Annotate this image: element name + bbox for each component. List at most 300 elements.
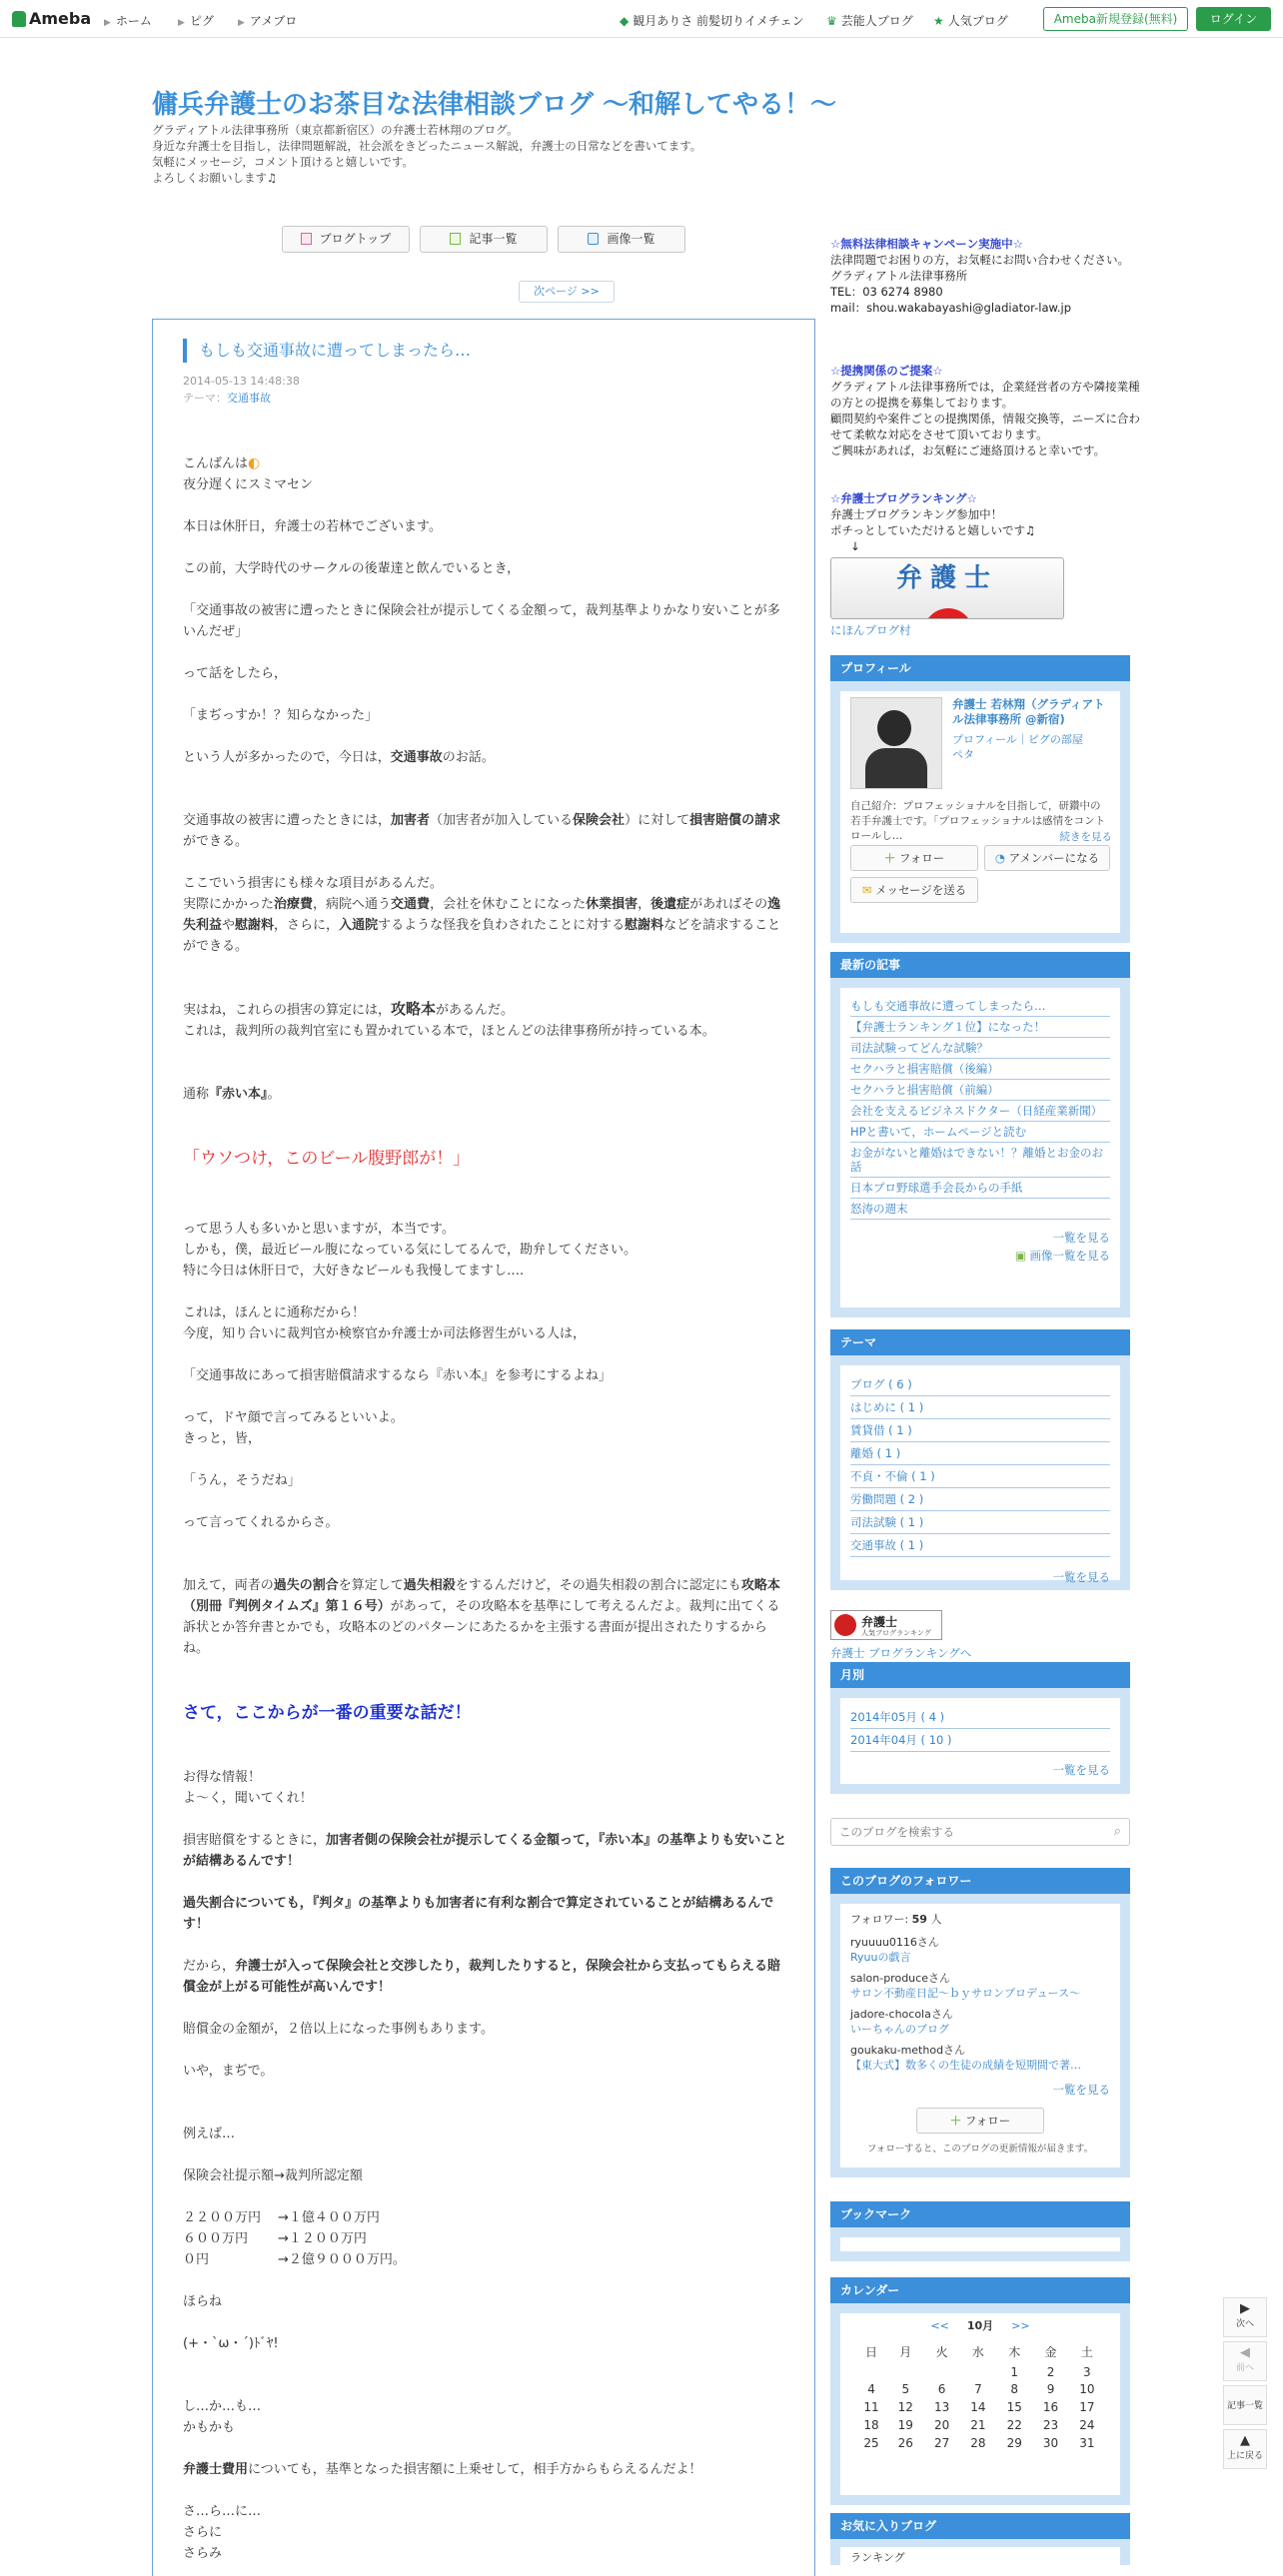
weekday: 水 xyxy=(971,2345,984,2359)
notice-line: ご興味があれば，お気軽にご連絡頂けると幸いです。 xyxy=(830,443,1106,457)
calendar-day: 18 xyxy=(863,2418,879,2432)
ameba-logo[interactable] xyxy=(12,9,91,28)
text: などを請求することができる。 xyxy=(183,918,781,954)
notice-line: ポチっとしていただけると嬉しいです♫ xyxy=(830,523,1036,537)
calendar-nav xyxy=(840,2317,1120,2333)
nav-home[interactable] xyxy=(104,12,152,29)
theme-label: テーマ： xyxy=(183,392,227,405)
article-title[interactable]: もしも交通事故に遭ってしまったら… xyxy=(183,339,471,363)
logo-text: Ameba xyxy=(29,9,92,28)
month-link[interactable]: 2014年05月 ( 4 ) xyxy=(850,1706,1110,1729)
plus-icon: ＋ xyxy=(949,2114,962,2128)
widget-heading: お気に入りブログ xyxy=(830,2513,1130,2539)
text: って言ってくれるからさ。 xyxy=(183,1515,339,1530)
down-arrow-text: ↓ xyxy=(850,539,860,553)
desc-line: グラディアトル法律事務所（東京都新宿区）の弁護士若林翔のブログ。 xyxy=(152,123,519,137)
login-button[interactable]: ログイン xyxy=(1196,7,1271,31)
text: これは，ほんとに通称だから！ xyxy=(183,1305,366,1320)
button-label: メッセージを送る xyxy=(874,883,967,897)
notice-line: 顧問契約や案件ごとの提携関係，情報交換等，ニーズに合わせて柔軟な対応をさせて頂いております。 xyxy=(830,412,1140,441)
month-link[interactable]: 2014年04月 ( 10 ) xyxy=(850,1729,1110,1752)
text: いや，まぢで。 xyxy=(183,2064,274,2079)
partnership-notice xyxy=(830,363,1140,458)
link-label: 人気ブログ xyxy=(947,14,1008,28)
follow-button[interactable] xyxy=(850,845,978,871)
theme-link[interactable]: 不貞・不倫 ( 1 ) xyxy=(850,1465,1110,1488)
bold-text: 保険会社 xyxy=(573,813,626,828)
theme-link[interactable]: 労働問題 ( 2 ) xyxy=(850,1488,1110,1511)
calendar-day: 31 xyxy=(1079,2436,1095,2450)
calendar-day: 5 xyxy=(901,2382,910,2396)
profile-photo[interactable] xyxy=(850,697,942,789)
nav-ameblo[interactable] xyxy=(238,12,297,29)
widget-heading: 月別 xyxy=(830,1662,1130,1688)
button-label: 次へ xyxy=(1235,2319,1254,2329)
text: よ～く，聞いてくれ！ xyxy=(183,1791,313,1806)
back-to-top-button[interactable] xyxy=(1223,2429,1267,2469)
text: この前，大学時代のサークルの後輩達と飲んでいるとき， xyxy=(183,561,521,576)
red-circle-shape xyxy=(923,608,973,619)
notice-line: mail：shou.wakabayashi@gladiator-law.jp xyxy=(830,301,1072,315)
tab-image-list[interactable] xyxy=(558,226,685,253)
text: や xyxy=(222,918,236,933)
text: 「交通事故にあって損害賠償請求するなら『赤い本』を参考にするよね」 xyxy=(183,1368,612,1383)
button-label: フォロー xyxy=(898,851,945,865)
theme-link[interactable]: 離婚 ( 1 ) xyxy=(850,1442,1110,1465)
triangle-icon: ▶ xyxy=(238,18,245,28)
weekday: 金 xyxy=(1044,2345,1057,2359)
floating-article-nav xyxy=(1223,2297,1267,2473)
celebrity-blog-link[interactable] xyxy=(826,12,913,29)
text: 保険会社提示額→裁判所認定額 xyxy=(183,2168,363,2183)
theme-link[interactable]: はじめに ( 1 ) xyxy=(850,1396,1110,1419)
theme-link[interactable]: ブログ ( 6 ) xyxy=(850,1373,1110,1396)
offer-amount: ２２００万円 xyxy=(183,2210,262,2225)
calendar-day xyxy=(960,2364,996,2380)
calendar-body xyxy=(840,2313,1120,2495)
next-month-button[interactable]: >> xyxy=(1011,2319,1030,2332)
followers-more-link[interactable]: 一覧を見る xyxy=(1052,2083,1110,2097)
profile-intro: 自己紹介：プロフェッショナルを目指して，研鑽中の若手弁護士です。「プロフェッショナルは感情をコントロールし… xyxy=(850,800,1106,842)
calendar-widget xyxy=(830,2277,1130,2505)
text: って思う人も多いかと思いますが，本当です。 xyxy=(183,1222,455,1237)
offer-amount: ０円 xyxy=(183,2252,210,2267)
text: 本日は休肝日，弁護士の若林でございます。 xyxy=(183,519,442,534)
text: って，ドヤ顔で言ってみるといいよ。 xyxy=(183,1410,404,1425)
article xyxy=(152,319,815,2576)
follower-name[interactable]: salon-produceさん xyxy=(850,1972,950,1985)
plus-icon: ＋ xyxy=(883,851,896,865)
image-list-link[interactable] xyxy=(840,1246,1120,1264)
text: 加えて，両者の xyxy=(183,1578,274,1593)
bold-text: 攻略本 xyxy=(391,1000,437,1018)
calendar-day xyxy=(923,2364,959,2380)
bold-text: 後遺症 xyxy=(650,897,690,912)
up-arrow-icon: ▲ xyxy=(1240,2433,1250,2448)
recent-article-link[interactable]: 【弁護士ランキング１位】になった！ xyxy=(850,1017,1110,1038)
calendar-day: 30 xyxy=(1042,2436,1059,2450)
profile-body xyxy=(840,691,1120,933)
monthly-list xyxy=(840,1706,1120,1752)
text: 通称 xyxy=(183,1087,210,1102)
weekday: 木 xyxy=(1008,2345,1021,2359)
free-consultation-notice xyxy=(830,236,1140,316)
text: ほらね xyxy=(183,2294,223,2309)
recent-article-link[interactable]: セクハラと損害賠償（後編） xyxy=(850,1059,1110,1080)
weekday: 土 xyxy=(1080,2345,1093,2359)
tab-label: ブログトップ xyxy=(319,232,392,246)
recent-more-link[interactable]: 一覧を見る xyxy=(1052,1231,1110,1245)
triangle-icon: ▶ xyxy=(104,18,111,28)
badge-title: 弁護士 xyxy=(861,1615,898,1629)
widget-heading: このブログのフォロワー xyxy=(830,1868,1130,1894)
court-amount: →１億４００万円 xyxy=(278,2210,380,2225)
calendar-day: 6 xyxy=(937,2382,946,2396)
bookmark-widget xyxy=(830,2201,1130,2261)
follow-button[interactable] xyxy=(916,2108,1044,2134)
calendar-weekdays xyxy=(855,2339,1105,2364)
bold-text: 休業損害 xyxy=(586,897,639,912)
court-amount: →２億９０００万円。 xyxy=(278,2252,406,2267)
text: という人が多かったので，今日は， xyxy=(183,750,391,765)
documents-icon xyxy=(450,233,461,245)
text: かもかも xyxy=(183,2420,236,2435)
calendar-day: 8 xyxy=(1010,2382,1019,2396)
global-header xyxy=(0,0,1283,38)
widget-heading: プロフィール xyxy=(830,655,1130,681)
count-label: フォロワー: xyxy=(850,1913,909,1926)
page-icon xyxy=(301,233,312,245)
article-body xyxy=(183,453,787,2564)
favorite-blogs-body xyxy=(840,2547,1120,2565)
notice-line: 弁護士ブログランキング参加中！ xyxy=(830,507,1003,521)
recent-articles-widget xyxy=(830,952,1130,1317)
ranking-banner[interactable] xyxy=(830,557,1064,619)
follower-blog-link[interactable]: 【東大式】数多くの生徒の成績を短期間で著… xyxy=(850,2059,1081,2072)
notice-heading: ☆無料法律相談キャンペーン実施中☆ xyxy=(830,237,1023,251)
bold-text: 『赤い本』 xyxy=(209,1087,268,1102)
recent-articles-body xyxy=(840,988,1120,1307)
monthly-more-link[interactable]: 一覧を見る xyxy=(1052,1763,1110,1777)
send-message-button[interactable] xyxy=(850,877,978,903)
moon-emoji-icon: ◐ xyxy=(248,455,261,471)
text: さらに xyxy=(183,2525,223,2540)
tab-blog-top[interactable] xyxy=(282,226,410,253)
recent-article-link[interactable]: 司法試験ってどんな試験？ xyxy=(850,1038,1110,1059)
calendar-week xyxy=(855,2434,1105,2452)
text: 賠償金の金額が，２倍以上になった事例もあります。 xyxy=(183,2022,494,2037)
bold-text: 損害賠償の請求 xyxy=(689,813,781,828)
profile-links[interactable]: プロフィール｜ピグの部屋 xyxy=(952,733,1083,746)
button-label: アメンバーになる xyxy=(1008,851,1100,865)
text: だから， xyxy=(183,1959,236,1974)
text: お得な情報！ xyxy=(183,1770,262,1785)
recent-article-link[interactable]: お金がないと離婚はできない！？離婚とお金のお話 xyxy=(850,1143,1110,1178)
tab-label: 画像一覧 xyxy=(607,232,655,246)
article-date: 2014-05-13 14:48:38 xyxy=(183,375,300,388)
person-body-shape xyxy=(865,748,927,788)
notice-line: グラディアトル法律事務所 xyxy=(830,269,968,283)
calendar-day: 4 xyxy=(867,2382,875,2396)
notice-line: 法律問題でお困りの方，お気軽にお問い合わせください。 xyxy=(830,253,1129,267)
triangle-icon: ▶ xyxy=(178,18,185,28)
blog-search-box[interactable] xyxy=(830,1818,1130,1846)
calendar-day: 20 xyxy=(933,2418,950,2432)
badge-logo-shape xyxy=(834,1614,856,1636)
text: 夜分遅くにスミマセン xyxy=(183,477,314,492)
link-label: 芸能人ブログ xyxy=(840,14,913,28)
calendar-day xyxy=(887,2364,923,2380)
followers-body xyxy=(840,1904,1120,2167)
peta-link[interactable]: ペタ xyxy=(952,748,974,761)
themes-body xyxy=(840,1365,1120,1584)
link-label: 観月ありさ 前髪切りイメチェン xyxy=(633,14,804,28)
text: こんばんは xyxy=(183,456,249,471)
theme-link[interactable]: 司法試験 ( 1 ) xyxy=(850,1511,1110,1534)
themes-more-link[interactable]: 一覧を見る xyxy=(1052,1570,1110,1584)
text: 実はね，これらの損害の算定には， xyxy=(183,1003,392,1018)
notice-line: TEL：03 6274 8980 xyxy=(830,285,943,299)
article-theme xyxy=(183,390,271,406)
calendar-day: 3 xyxy=(1083,2365,1091,2379)
profile-name[interactable]: 弁護士 若林翔（グラディアトル法律事務所 @新宿) xyxy=(952,697,1105,726)
text: をするんだけど，その過失相殺の割合に認定にも xyxy=(455,1578,741,1593)
follower-blog-link[interactable]: Ryuuの戯言 xyxy=(850,1951,911,1964)
theme-link[interactable]: 賃貸借 ( 1 ) xyxy=(850,1419,1110,1442)
theme-link[interactable]: 交通事故 xyxy=(227,392,271,405)
diamond-icon: ◆ xyxy=(620,14,630,28)
recent-article-link[interactable]: 怒涛の週末 xyxy=(850,1199,1110,1220)
text: についても，基準となった損害額に上乗せして，相手方からもらえるんだよ！ xyxy=(248,2462,702,2477)
calendar-day: 17 xyxy=(1079,2400,1095,2414)
calendar-day: 15 xyxy=(1006,2400,1022,2414)
calendar-day: 19 xyxy=(897,2418,913,2432)
text: 今度，知り合いに裁判官か検察官か弁護士か司法修習生がいる人は， xyxy=(183,1326,587,1341)
text: し…か…も… xyxy=(183,2399,262,2414)
bold-text: 弁護士費用 xyxy=(183,2462,249,2477)
text: 損害賠償をするときに， xyxy=(183,1833,327,1848)
button-label: 上に戻る xyxy=(1226,2451,1263,2461)
star-icon: ★ xyxy=(933,14,944,28)
bold-text: 攻略本 xyxy=(740,1578,780,1593)
desc-line: よろしくお願いします♫ xyxy=(152,171,278,185)
calendar-week xyxy=(855,2398,1105,2416)
calendar-day: 23 xyxy=(1042,2418,1059,2432)
popular-blog-link[interactable] xyxy=(933,12,1008,29)
read-more-link[interactable]: 続きを見る xyxy=(1059,831,1112,843)
text: ，会社を休むことになった xyxy=(430,897,587,912)
text: のお話。 xyxy=(442,750,495,765)
blog-title[interactable]: 傭兵弁護士のお茶目な法律相談ブログ 〜和解してやる！〜 xyxy=(152,90,837,120)
count-unit: 人 xyxy=(930,1913,942,1926)
text: するような怪我を負わされたことに対する xyxy=(378,918,626,933)
desc-line: 身近な弁護士を目指し，法律問題解説，社会派をきどったニュース解説，弁護士の日常などを書いてます。 xyxy=(152,139,702,153)
envelope-icon: ✉ xyxy=(861,883,872,897)
prev-article-button[interactable] xyxy=(1223,2341,1267,2381)
bold-text: 弁護士が入って保険会社と交渉したり，裁判したりすると，保険会社から支払ってもらえる賠償金が上がる可能性が高いんです！ xyxy=(183,1959,781,1995)
calendar-day: 29 xyxy=(1006,2436,1022,2450)
text: きっと，皆， xyxy=(183,1431,262,1446)
calendar-week xyxy=(855,2364,1105,2380)
example-row xyxy=(183,2249,787,2270)
nav-label: ホーム xyxy=(115,14,152,28)
text: 「まぢっすか！？知らなかった」 xyxy=(183,708,379,723)
bold-text: 慰謝料 xyxy=(235,918,275,933)
calendar-week xyxy=(855,2380,1105,2398)
text: ）に対して xyxy=(625,813,690,828)
kaomoji-text: (+・`ω・´)ﾄﾞﾔ! xyxy=(183,2336,279,2351)
text: 「うん，そうだね」 xyxy=(183,1473,301,1488)
text: があって，その攻略本を基準にして考えるんだよ。裁判に出てくる訴状とか答弁書とかでも，攻略本のどのパターンにあたるかを主張する書面が提出されたりするからね。 xyxy=(183,1599,780,1656)
ranking-notice xyxy=(830,490,1140,638)
recent-article-link[interactable]: 会社を支えるビジネスドクター（日経産業新聞） xyxy=(850,1101,1110,1122)
trending-link[interactable] xyxy=(620,12,804,29)
bookmark-body xyxy=(840,2237,1120,2251)
calendar-day: 16 xyxy=(1042,2400,1059,2414)
follower-blog-link[interactable]: サロン不動産日記～ｂｙサロンプロデュース～ xyxy=(850,1987,1081,2000)
calendar-day: 25 xyxy=(863,2436,879,2450)
text: ， xyxy=(638,897,651,912)
camera-icon xyxy=(588,233,599,245)
bold-text: 入通院 xyxy=(339,918,379,933)
text: を算定して xyxy=(338,1578,404,1593)
calendar-day: 11 xyxy=(863,2400,879,2414)
notice-line: グラディアトル法律事務所では，企業経営者の方や隣接業種の方との提携を募集しております。 xyxy=(830,380,1140,410)
bold-text: 加害者側の保険会社が提示してくる金額って，『赤い本』の基準よりも安いことが結構あるんです！ xyxy=(183,1833,787,1869)
text: ができる。 xyxy=(183,834,249,849)
bold-text: （別冊『判例タイムズ』第１６号） xyxy=(183,1599,391,1614)
next-page-button[interactable]: 次ページ >> xyxy=(519,281,615,303)
notice-heading: ☆弁護士ブログランキング☆ xyxy=(830,491,977,505)
recent-article-link[interactable]: セクハラと損害賠償（前編） xyxy=(850,1080,1110,1101)
text: 実際にかかった xyxy=(183,897,275,912)
follower-name[interactable]: ryuuuu0116さん xyxy=(850,1936,939,1949)
calendar-day xyxy=(855,2364,887,2380)
monthly-body xyxy=(840,1698,1120,1784)
bold-text: 治療費 xyxy=(274,897,314,912)
text: があるんだ。 xyxy=(436,1003,515,1018)
register-button[interactable]: Ameba新規登録(無料) xyxy=(1043,7,1188,31)
offer-amount: ６００万円 xyxy=(183,2231,249,2246)
profile-widget xyxy=(830,655,1130,943)
amember-button[interactable] xyxy=(984,845,1110,871)
text: 例えば… xyxy=(183,2127,236,2142)
text: （加害者が加入している xyxy=(430,813,574,828)
text: って話をしたら， xyxy=(183,666,288,681)
bold-text: 交通事故 xyxy=(390,750,443,765)
link-label: 画像一覧を見る xyxy=(1029,1249,1110,1263)
calendar-day: 21 xyxy=(970,2418,986,2432)
calendar-day: 24 xyxy=(1079,2418,1095,2432)
theme-link[interactable]: 交通事故 ( 1 ) xyxy=(850,1534,1110,1557)
example-row xyxy=(183,2228,787,2249)
calendar-day: 28 xyxy=(970,2436,986,2450)
widget-heading: ブックマーク xyxy=(830,2201,1130,2227)
follower-count xyxy=(850,1912,1110,1927)
nav-label: ピグ xyxy=(189,14,214,28)
calendar-day: 2 xyxy=(1046,2365,1055,2379)
text: 。 xyxy=(267,1087,281,1102)
example-row xyxy=(183,2207,787,2228)
monthly-widget xyxy=(830,1662,1130,1794)
nav-label: アメブロ xyxy=(249,14,298,28)
search-input[interactable] xyxy=(837,1822,1097,1842)
badge-subtitle: 人気ブログランキング xyxy=(861,1629,931,1637)
bold-text: 慰謝料 xyxy=(625,918,664,933)
follower-name[interactable]: jadore-chocolaさん xyxy=(850,2008,953,2021)
bold-text: 過失割合についても，『判タ』の基準よりも加害者に有利な割合で算定されていることが結構あるんです！ xyxy=(183,1896,774,1932)
notice-heading: ☆提携関係のご提案☆ xyxy=(830,364,943,378)
button-label: フォロー xyxy=(964,2114,1011,2128)
chat-icon: ◔ xyxy=(994,851,1005,865)
text: ，病院へ通う xyxy=(313,897,392,912)
widget-heading: 最新の記事 xyxy=(830,952,1130,978)
back-icon: ◀ xyxy=(1240,2345,1250,2360)
banner-label: 弁護士 xyxy=(895,563,998,593)
example-table xyxy=(183,2207,787,2270)
court-amount: →１２００万円 xyxy=(278,2231,367,2246)
bold-text: 加害者 xyxy=(391,813,431,828)
follower-name[interactable]: goukaku-methodさん xyxy=(850,2044,966,2057)
text: ，さらに， xyxy=(274,918,340,933)
weekday: 月 xyxy=(899,2345,912,2359)
frog-icon xyxy=(12,11,26,27)
blog-description xyxy=(152,122,701,186)
next-article-button[interactable] xyxy=(1223,2297,1267,2337)
play-icon: ▶ xyxy=(1240,2301,1250,2316)
follower-blog-link[interactable]: いーちゃんのブログ xyxy=(850,2023,949,2036)
tab-article-list[interactable] xyxy=(420,226,548,253)
text: さらみ xyxy=(183,2546,223,2561)
text: さ…ら…に… xyxy=(183,2504,262,2519)
red-heading: 「ウソつけ，このビール腹野郎が！」 xyxy=(183,1149,471,1169)
weekday: 火 xyxy=(935,2345,948,2359)
ranking-badge[interactable] xyxy=(830,1610,942,1640)
person-head-shape xyxy=(877,710,911,746)
ranking-link[interactable]: 弁護士 ブログランキングへ xyxy=(830,1646,972,1660)
widget-heading: カレンダー xyxy=(830,2277,1130,2303)
calendar-day: 12 xyxy=(897,2400,913,2414)
crown-icon: ♛ xyxy=(826,14,837,28)
text: 特に今日は休肝日で，大好きなビールも我慢してますし…. xyxy=(183,1264,525,1279)
nav-pigg[interactable] xyxy=(178,12,214,29)
text: 「交通事故の被害に遭ったときに保険会社が提示してくる金額って，裁判基準よりかなり安いことが多いんだぜ」 xyxy=(183,603,780,639)
bold-text: 過失の割合 xyxy=(273,1578,339,1593)
calendar-day: 13 xyxy=(933,2400,950,2414)
text: 交通事故の被害に遭ったときには， xyxy=(183,813,392,828)
text: があればその xyxy=(689,897,768,912)
recent-article-link[interactable]: HPと書いて，ホームページと読む xyxy=(850,1122,1110,1143)
text: しかも，僕，最近ビール腹になっている気にしてるんで，勘弁してください。 xyxy=(183,1243,637,1258)
calendar-week xyxy=(855,2416,1105,2434)
nihon-blogmura-link[interactable]: にほんブログ村 xyxy=(830,623,911,637)
calendar-day: 26 xyxy=(897,2436,913,2450)
calendar-day: 27 xyxy=(933,2436,950,2450)
desc-line: 気軽にメッセージ，コメント頂けると嬉しいです。 xyxy=(152,155,414,169)
article-list-button[interactable] xyxy=(1223,2385,1267,2425)
search-icon[interactable]: ⌕ xyxy=(1113,1824,1121,1839)
recent-article-link[interactable]: もしも交通事故に遭ってしまったら… xyxy=(850,996,1110,1017)
prev-month-button[interactable]: << xyxy=(930,2319,949,2332)
text: ここでいう損害にも様々な項目があるんだ。 xyxy=(183,876,444,891)
tab-label: 記事一覧 xyxy=(469,232,518,246)
image-icon: ▣ xyxy=(1014,1249,1026,1263)
followers-widget xyxy=(830,1868,1130,2177)
recent-article-link[interactable]: 日本プロ野球選手会長からの手紙 xyxy=(850,1178,1110,1199)
recent-articles-list xyxy=(840,996,1120,1220)
text: これは，裁判所の裁判官室にも置かれている本で，ほとんどの法律事務所が持っている本。 xyxy=(183,1024,715,1039)
favorite-blog-link[interactable]: ランキング xyxy=(850,2551,905,2564)
